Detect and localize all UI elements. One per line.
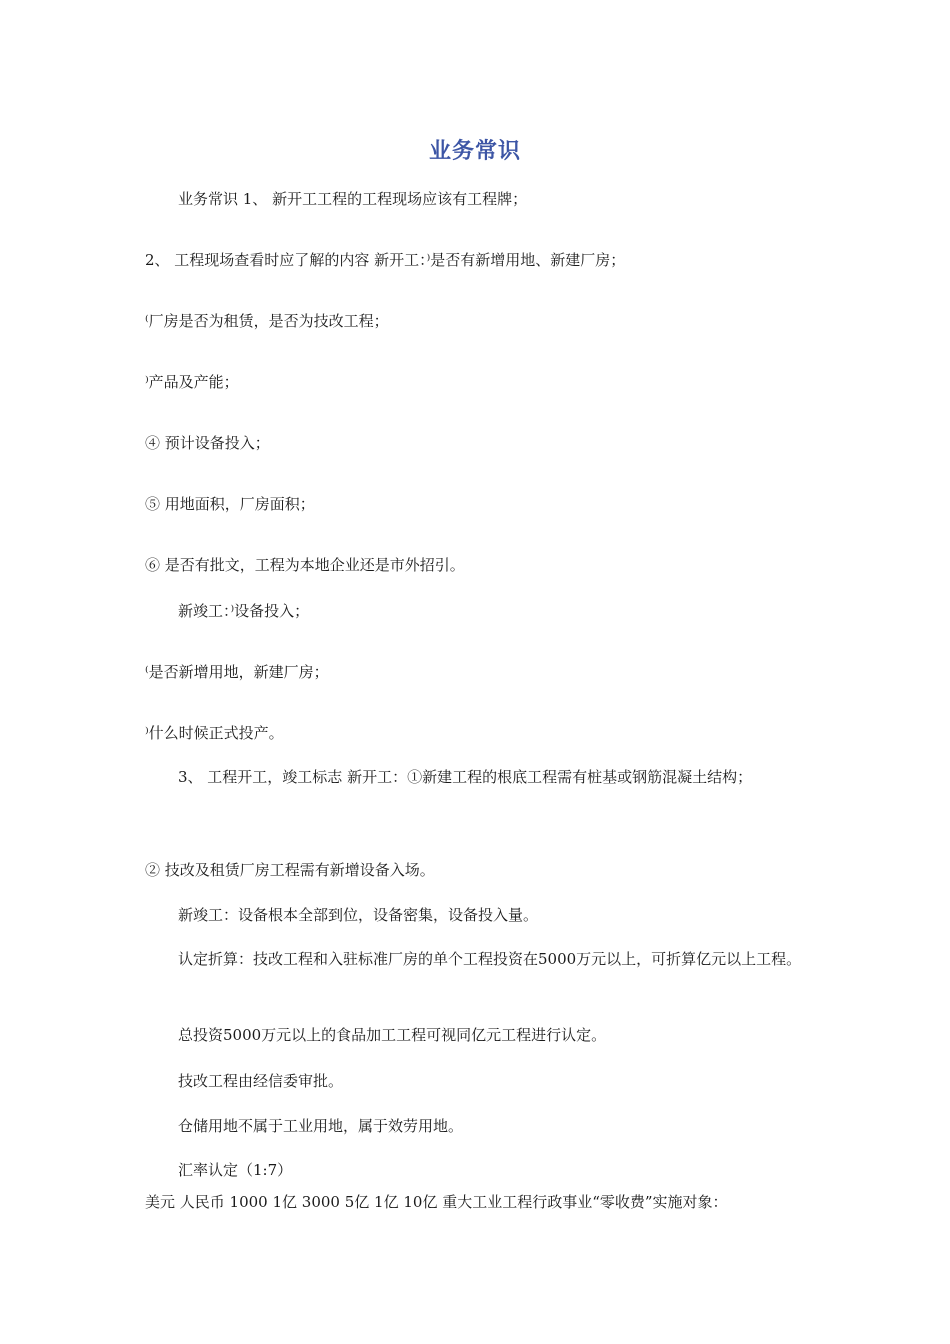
paragraph-1: 业务常识 1、 新开工工程的工程现场应该有工程牌；	[178, 190, 528, 208]
paragraph-18: 汇率认定（1:7）	[178, 1161, 293, 1179]
paragraph-13: 新竣工：设备根本全部到位，设备密集，设备投入量。	[178, 906, 539, 924]
paragraph-16: 技改工程由经信委审批。	[178, 1072, 344, 1090]
document-title: 业务常识	[428, 139, 521, 164]
paragraph-7: ⑥ 是否有批文，工程为本地企业还是市外招引。	[145, 556, 465, 574]
paragraph-11: 3、 工程开工，竣工标志 新开工：①新建工程的根底工程需有桩基或钢筋混凝土结构；	[178, 768, 753, 786]
paragraph-8: 新竣工：⁾设备投入；	[178, 602, 310, 620]
paragraph-14: 认定折算：技改工程和入驻标准厂房的单个工程投资在5000万元以上，可折算亿元以上工程。	[178, 950, 802, 968]
paragraph-12: ② 技改及租赁厂房工程需有新增设备入场。	[145, 861, 435, 879]
paragraph-9: ⁽是否新增用地，新建厂房；	[145, 663, 329, 681]
paragraph-19: 美元 人民币 1000 1亿 3000 5亿 1亿 10亿 重大工业工程行政事业“零收费”实施对象：	[145, 1193, 728, 1211]
paragraph-17: 仓储用地不属于工业用地，属于效劳用地。	[178, 1117, 464, 1135]
paragraph-10: ⁾什么时候正式投产。	[145, 724, 284, 742]
paragraph-15: 总投资5000万元以上的食品加工工程可视同亿元工程进行认定。	[178, 1026, 607, 1044]
paragraph-2: 2、 工程现场查看时应了解的内容 新开工：⁾是否有新增用地、新建厂房；	[145, 251, 626, 269]
paragraph-6: ⑤ 用地面积，厂房面积；	[145, 495, 315, 513]
paragraph-5: ④ 预计设备投入；	[145, 434, 270, 452]
paragraph-4: ⁾产品及产能；	[145, 373, 239, 391]
paragraph-3: ⁽厂房是否为租赁，是否为技改工程；	[145, 312, 389, 330]
